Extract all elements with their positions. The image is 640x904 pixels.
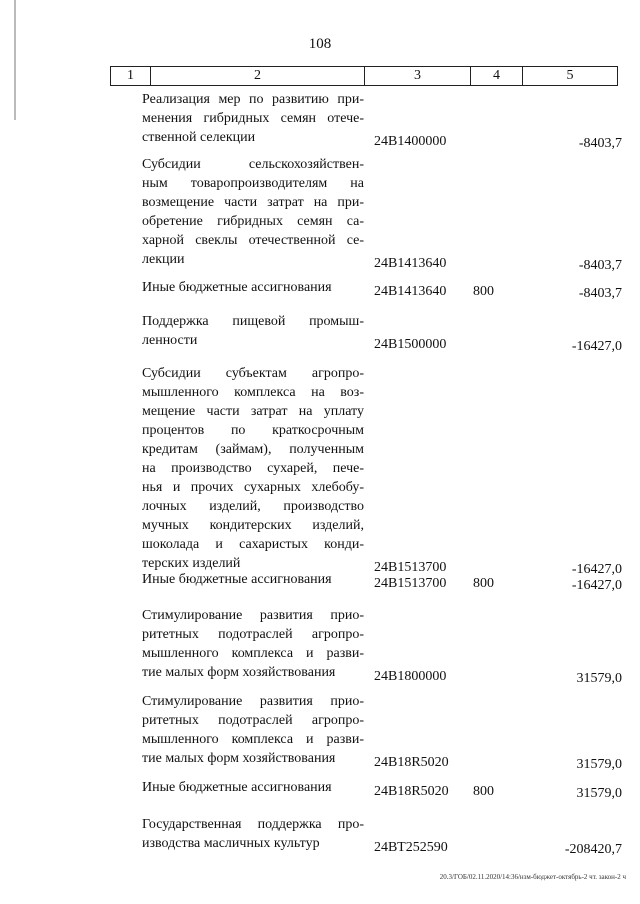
row-description-line: тие малых форм хозяйствования xyxy=(142,751,336,766)
row-description-line: мышленного комплекса и разви- xyxy=(142,646,364,661)
row-description-line: Государственная поддержка про- xyxy=(142,817,364,832)
row-description-line: ственной селекции xyxy=(142,130,256,145)
header-col-1: 1 xyxy=(111,67,151,85)
footer-stamp: 20.3/ГОБ/02.11.2020/14:36/нзм-бюджет-октябрь-2 чт. закон-2 ч xyxy=(439,873,626,881)
row-description-line: на производство сухарей, пече- xyxy=(142,461,364,476)
row-description-line: лочных изделий, производство xyxy=(142,499,364,514)
row-description-line: возмещение части затрат на при- xyxy=(142,195,364,210)
row-code: 24В1800000 xyxy=(374,669,447,684)
row-description xyxy=(142,815,364,853)
row-description-line: Реализация мер по развитию при- xyxy=(142,92,364,107)
row-expense-type: 800 xyxy=(473,284,494,299)
row-description xyxy=(142,570,364,589)
header-col-2: 2 xyxy=(151,67,365,85)
row-description xyxy=(142,90,364,147)
row-description-line: обретение гибридных семян са- xyxy=(142,214,364,229)
row-amount: 31579,0 xyxy=(576,757,622,772)
row-amount: 31579,0 xyxy=(576,786,622,801)
row-description-line: лекции xyxy=(142,252,185,267)
row-code: 24В1513700 xyxy=(374,560,447,575)
row-description xyxy=(142,312,364,350)
row-description-line: Субсидии сельскохозяйствен- xyxy=(142,157,364,172)
header-col-5: 5 xyxy=(566,68,574,83)
row-description xyxy=(142,155,364,269)
row-description-line: изводства масличных культур xyxy=(142,836,320,851)
row-description xyxy=(142,778,364,797)
row-description xyxy=(142,364,364,573)
row-amount: -8403,7 xyxy=(578,258,622,273)
row-description xyxy=(142,278,364,297)
row-description-line: Субсидии субъектам агропро- xyxy=(142,366,364,381)
row-description-line: харной свеклы отечественной се- xyxy=(142,233,364,248)
row-description-line: ным товаропроизводителям на xyxy=(142,176,364,191)
row-description-line: мышленного комплекса и разви- xyxy=(142,732,364,747)
row-description xyxy=(142,692,364,768)
row-description-line: шоколада и сахаристых конди- xyxy=(142,537,364,552)
row-code: 24В1400000 xyxy=(374,134,447,149)
scan-edge-line xyxy=(14,0,16,120)
header-col-3: 3 xyxy=(365,67,471,85)
row-expense-type: 800 xyxy=(473,784,494,799)
row-description-line: менения гибридных семян отече- xyxy=(142,111,364,126)
row-description-line: Иные бюджетные ассигнования xyxy=(142,572,332,587)
row-code: 24ВТ252590 xyxy=(374,840,448,855)
row-code: 24В1413640 xyxy=(374,284,447,299)
row-code: 24В1500000 xyxy=(374,337,447,352)
row-amount: 31579,0 xyxy=(576,671,622,686)
row-description-line: Поддержка пищевой промыш- xyxy=(142,314,364,329)
row-code: 24В18R5020 xyxy=(374,784,449,799)
row-description-line: Стимулирование развития прио- xyxy=(142,694,364,709)
row-description-line: ритетных подотраслей агропро- xyxy=(142,627,364,642)
page-number: 108 xyxy=(308,36,332,52)
row-amount: -16427,0 xyxy=(571,339,622,354)
row-amount: -208420,7 xyxy=(564,842,622,857)
row-code: 24В18R5020 xyxy=(374,755,449,770)
row-description-line: ленности xyxy=(142,333,198,348)
row-description-line: Иные бюджетные ассигнования xyxy=(142,780,332,795)
row-amount: -16427,0 xyxy=(571,578,622,593)
row-description-line: мещение части затрат на уплату xyxy=(142,404,364,419)
table-header xyxy=(110,66,618,86)
row-code: 24В1513700 xyxy=(374,576,447,591)
row-expense-type: 800 xyxy=(473,576,494,591)
row-description-line: мышленного комплекса на воз- xyxy=(142,385,364,400)
row-amount: -8403,7 xyxy=(578,286,622,301)
row-description-line: тие малых форм хозяйствования xyxy=(142,665,336,680)
row-description-line: мучных кондитерских изделий, xyxy=(142,518,364,533)
row-description-line: процентов по краткосрочным xyxy=(142,423,364,438)
row-description-line: ритетных подотраслей агропро- xyxy=(142,713,364,728)
row-description xyxy=(142,606,364,682)
row-description-line: кредитам (займам), полученным xyxy=(142,442,364,457)
header-col-4: 4 xyxy=(471,67,523,85)
row-description-line: терских изделий xyxy=(142,556,241,571)
row-description-line: Иные бюджетные ассигнования xyxy=(142,280,332,295)
row-description-line: нья и прочих сухарных хлебобу- xyxy=(142,480,364,495)
row-amount: -16427,0 xyxy=(571,562,622,577)
row-description-line: Стимулирование развития прио- xyxy=(142,608,364,623)
row-code: 24В1413640 xyxy=(374,256,447,271)
row-amount: -8403,7 xyxy=(578,136,622,151)
